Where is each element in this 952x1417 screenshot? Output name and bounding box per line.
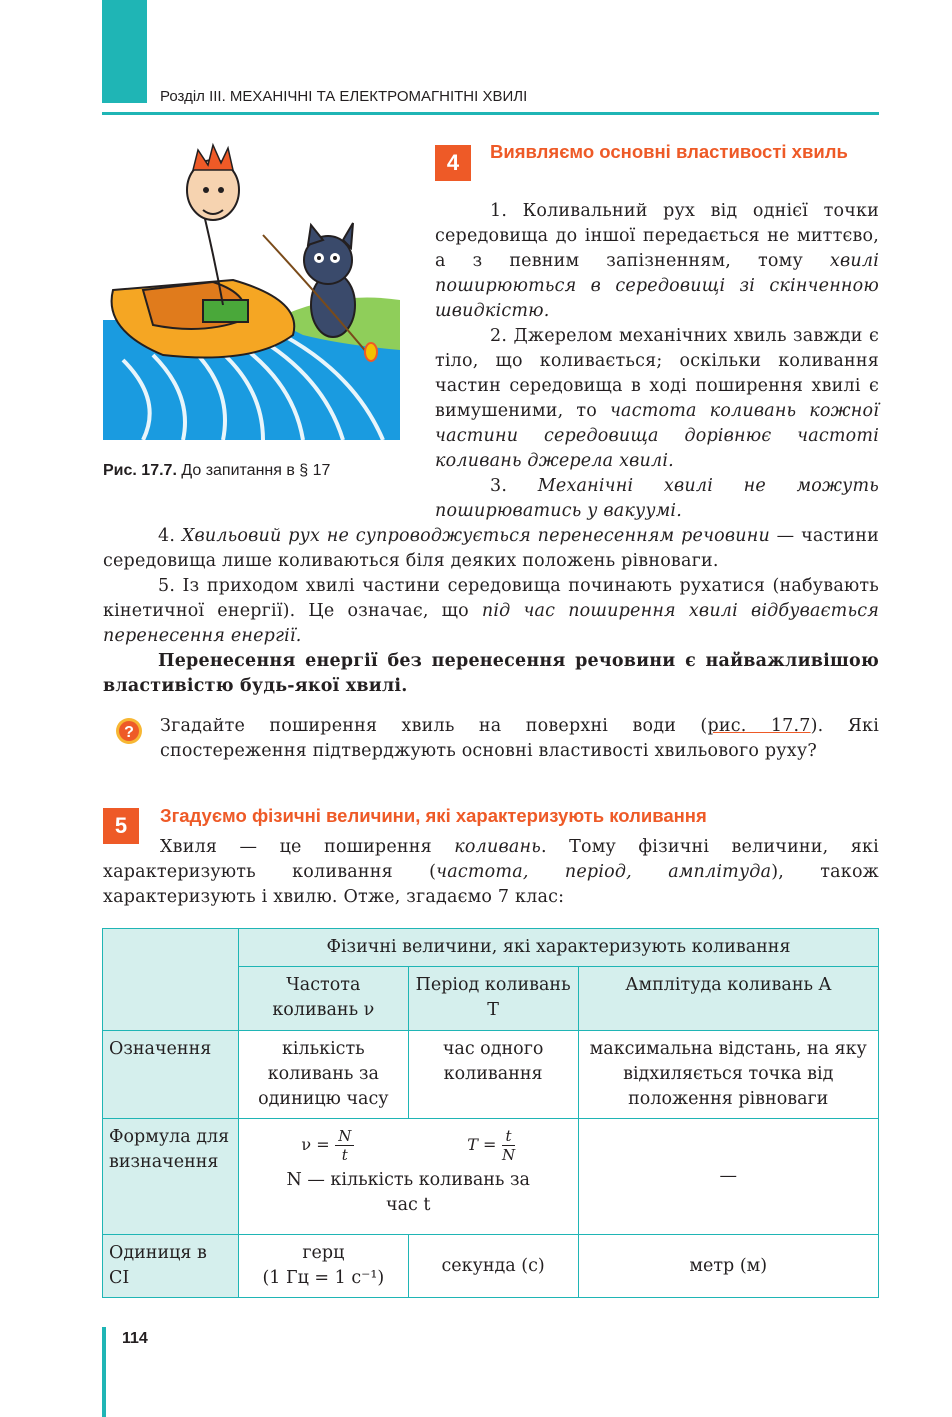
section-4-paragraph-2 (435, 324, 879, 474)
p2-italic: частота коливань кожної частини середовища дорівнює частоті коливань джерела хвилі. (435, 401, 879, 471)
period-definition: час одного коливання (408, 1031, 578, 1119)
question-icon (115, 717, 143, 745)
p4-italic: Хвильовий рух не супроводжується перенесенням речовини (181, 526, 770, 546)
intro-part-2: коливань (454, 837, 541, 857)
formula-cell (238, 1119, 578, 1235)
table-top-header: Фізичні величини, які характеризують коливання (238, 929, 878, 967)
p5-italic: під час поширення хвилі відбувається перенесення енергії. (103, 601, 879, 646)
figure-label: Рис. 17.7. (103, 462, 177, 479)
p4-plain: 4. (158, 526, 182, 546)
col-frequency-header: Частота коливань ν (238, 967, 408, 1031)
f1-lhs: ν = (301, 1135, 330, 1154)
question-before: Згадайте поширення хвиль на поверхні води ( (160, 716, 708, 736)
footer-accent-bar (102, 1327, 106, 1417)
period-formula (467, 1127, 515, 1164)
section-5-intro (103, 835, 879, 910)
p1-italic: хвилі поширюються в середовищі зі скінченною швидкістю. (435, 251, 879, 321)
col-period-header: Період коливань T (408, 967, 578, 1031)
key-statement-text: Перенесення енергії без перенесення речовини є найважливішою властивістю будь-якої хвилі. (103, 651, 879, 696)
f2-denominator: N (501, 1146, 516, 1164)
figure-17-7-illustration (103, 130, 400, 440)
intro-part-1: Хвиля — це поширення (160, 837, 455, 857)
col-amplitude-header: Амплітуда коливань A (578, 967, 878, 1031)
section-4-paragraph-5 (103, 574, 879, 649)
period-unit: секунда (с) (408, 1235, 578, 1298)
section-number-5: 5 (103, 808, 139, 844)
section-number-4: 4 (435, 145, 471, 181)
frequency-unit (238, 1235, 408, 1298)
intro-part-3: . Тому фізичні величини, які характеризують коливання ( (103, 837, 879, 882)
f2-numerator: t (502, 1127, 514, 1146)
row-unit-label: Одиниця в СІ (103, 1235, 239, 1298)
amplitude-unit: метр (м) (578, 1235, 878, 1298)
oscillation-quantities-table (102, 928, 879, 1298)
unit-hertz: герц (302, 1243, 345, 1263)
header-accent-block (102, 0, 147, 103)
p3-plain: 3. (490, 476, 538, 496)
svg-text:?: ? (124, 724, 134, 741)
frequency-formula (301, 1127, 354, 1164)
section-4-paragraph-4 (103, 524, 879, 574)
section-4-paragraph-3 (435, 474, 879, 524)
f1-denominator: t (341, 1146, 348, 1164)
p5-plain: 5. Із приходом хвилі частини середовища починають рухатися (набувають кінетичної енергії). Це означає, що (103, 576, 879, 621)
p3-italic: Механічні хвилі не можуть поширюватись у вакуумі. (435, 476, 879, 521)
question-text (160, 714, 879, 764)
p1-plain: 1. Коливальний рух від однієї точки середовища до іншої передається не миттєво, а з певним запізненням, тому (435, 201, 879, 271)
f1-numerator: N (335, 1127, 354, 1146)
key-statement (103, 649, 879, 699)
amplitude-formula: — (578, 1119, 878, 1235)
figure-caption-text: До запитання в § 17 (176, 462, 331, 479)
chapter-header: Розділ III. МЕХАНІЧНІ ТА ЕЛЕКТРОМАГНІТНІ ХВИЛІ (160, 88, 528, 105)
figure-caption (103, 462, 330, 480)
intro-part-5: ), також характеризують і хвилю. Отже, згадаємо 7 клас: (103, 862, 879, 907)
section-4-paragraph-1 (435, 199, 879, 324)
f2-lhs: T = (467, 1135, 497, 1154)
p2-plain: 2. Джерелом механічних хвиль завжди є тіло, що коливається; оскільки коливання частин середовища в ході поширення хвилі є вимушеними, то (435, 326, 879, 421)
table-corner-cell (103, 929, 239, 1031)
row-formula-label: Формула для визначення (103, 1119, 239, 1235)
section-4-title: Виявляємо основні властивості хвиль (490, 141, 848, 162)
row-definition-label: Означення (103, 1031, 239, 1119)
intro-part-4: частота, період, амплітуда (436, 862, 772, 882)
amplitude-definition: максимальна відстань, на яку відхиляється точка від положення рівноваги (578, 1031, 878, 1119)
section-5-title: Згадуємо фізичні величини, які характеризують коливання (160, 805, 707, 826)
frequency-definition: кількість коливань за одиницю часу (238, 1031, 408, 1119)
header-rule (102, 112, 879, 115)
p4-rest: — частини середовища лише коливаються біля деяких положень рівноваги. (103, 526, 879, 571)
figure-link[interactable]: рис. 17.7 (707, 716, 811, 736)
unit-hertz-def: (1 Гц = 1 с⁻¹) (262, 1268, 385, 1288)
question-after: ). Які спостереження підтверджують основні властивості хвильового руху? (160, 716, 879, 761)
page-number: 114 (122, 1330, 148, 1347)
formula-note: N — кількість коливань за час t (286, 1170, 530, 1215)
